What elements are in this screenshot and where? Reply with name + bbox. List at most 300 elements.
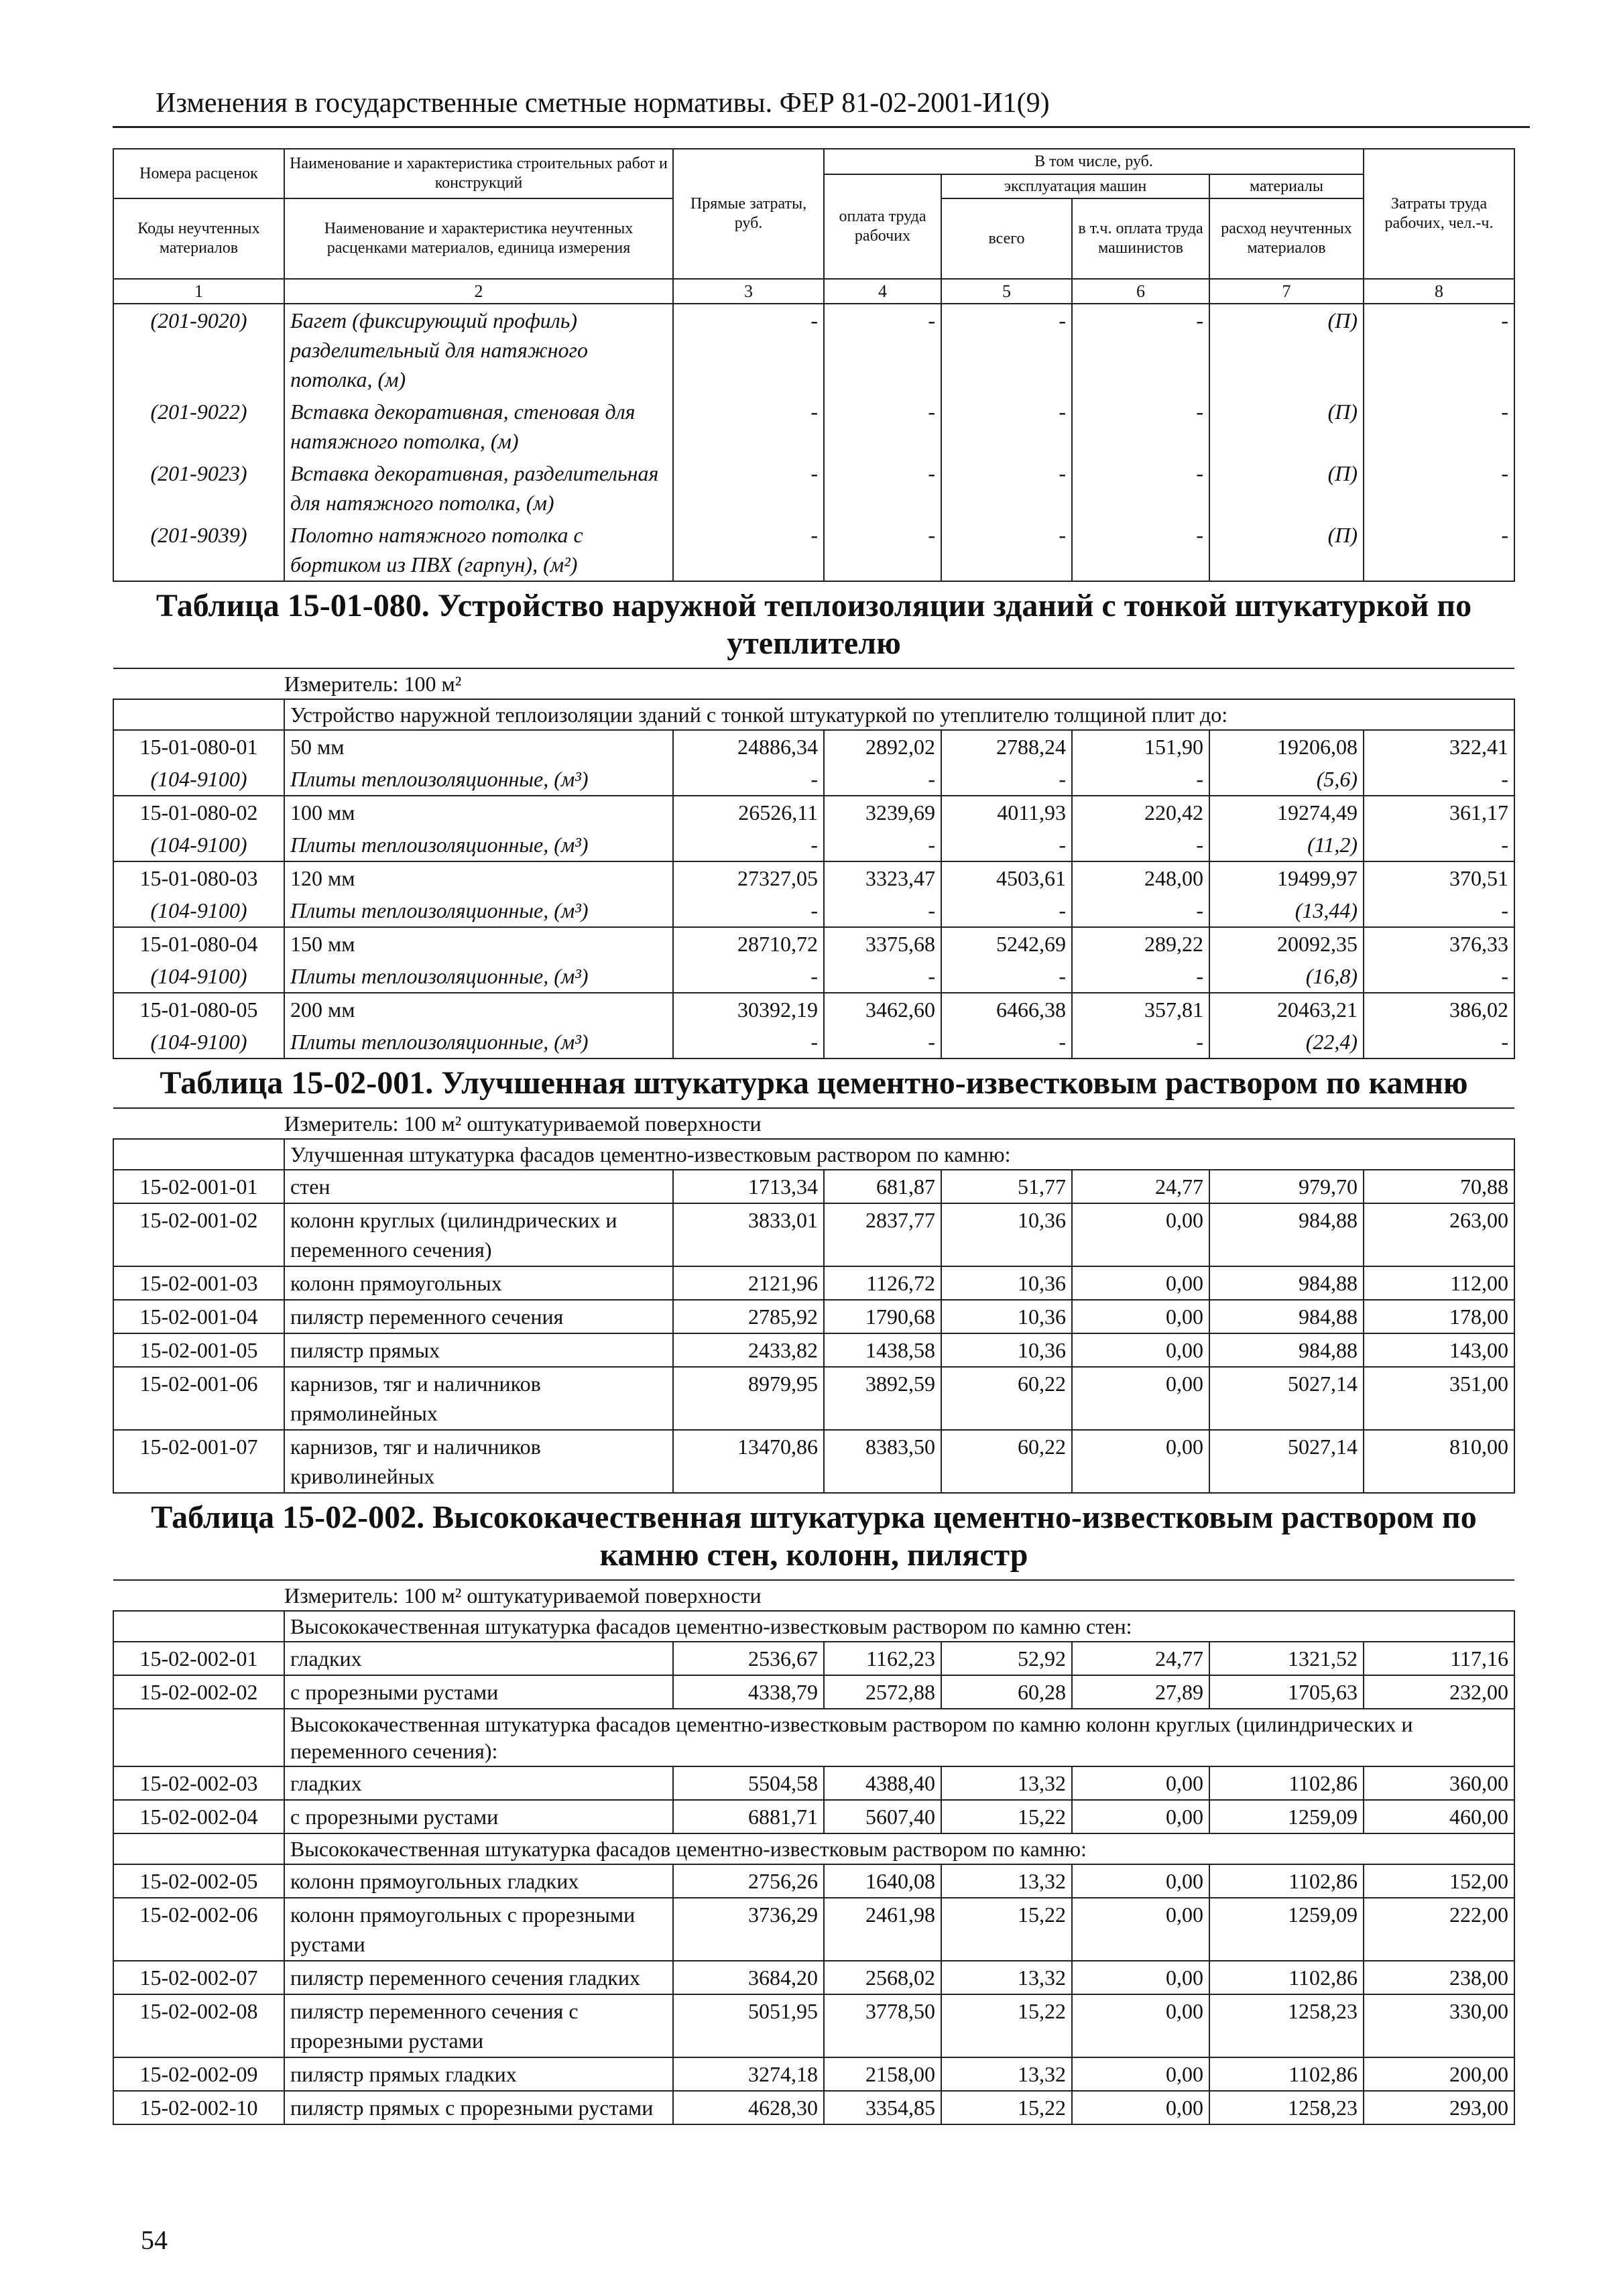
material-name: Плиты теплоизоляционные, (м³) [284, 894, 673, 927]
cell-v5: 6466,38 [941, 993, 1072, 1026]
material-consumption: (5,6) [1209, 763, 1364, 796]
measure-unit: Измеритель: 100 м² [113, 668, 1514, 699]
cell-v8: 330,00 [1364, 1994, 1514, 2057]
col-head-materials: материалы [1209, 174, 1364, 198]
table-title-row [113, 581, 1514, 668]
cell-v5: - [941, 457, 1072, 519]
cell-v6: 0,00 [1072, 2091, 1209, 2124]
col-number: 3 [673, 279, 824, 304]
col-number: 6 [1072, 279, 1209, 304]
cell-v8: 361,17 [1364, 796, 1514, 829]
cell-dash: - [941, 894, 1072, 927]
cell-v8: 351,00 [1364, 1367, 1514, 1430]
col-head-operator-pay: в т.ч. оплата труда машинистов [1072, 198, 1209, 279]
rate-row [113, 2057, 1514, 2091]
rate-name: пилястр переменного сечения [284, 1300, 673, 1333]
cell-v6: 220,42 [1072, 796, 1209, 829]
cell-v3: 13470,86 [673, 1430, 824, 1493]
cell-v7: 1258,23 [1209, 1994, 1364, 2057]
material-name: Плиты теплоизоляционные, (м³) [284, 1026, 673, 1059]
rate-code: 15-02-001-05 [113, 1333, 284, 1367]
section-spacer [113, 1709, 284, 1766]
rate-name: пилястр прямых гладких [284, 2057, 673, 2091]
rate-code: 15-02-002-09 [113, 2057, 284, 2091]
section-row [113, 1709, 1514, 1766]
material-row [113, 396, 1514, 457]
section-spacer [113, 1139, 284, 1170]
material-code: (201-9020) [113, 304, 284, 396]
cell-v7: (П) [1209, 519, 1364, 581]
cell-v7: 19274,49 [1209, 796, 1364, 829]
cell-v3: 24886,34 [673, 730, 824, 763]
cell-v8: 200,00 [1364, 2057, 1514, 2091]
col-number: 5 [941, 279, 1072, 304]
cell-v5: 4011,93 [941, 796, 1072, 829]
material-code: (201-9023) [113, 457, 284, 519]
cell-v8: 112,00 [1364, 1266, 1514, 1300]
material-row [113, 304, 1514, 396]
rate-row [113, 1898, 1514, 1961]
col-head-material-codes: Коды неучтенных материалов [113, 198, 284, 279]
cell-v8: 70,88 [1364, 1170, 1514, 1203]
section-row [113, 699, 1514, 730]
cell-v8: 360,00 [1364, 1766, 1514, 1800]
cell-v4: - [824, 457, 941, 519]
col-head-work-name: Наименование и характеристика строительных работ и конструкций [284, 149, 673, 198]
col-head-machines-total: всего [941, 198, 1072, 279]
cell-v3: 5504,58 [673, 1766, 824, 1800]
rate-code: 15-01-080-05 [113, 993, 284, 1026]
cell-v5: 10,36 [941, 1266, 1072, 1300]
cell-v7: 1321,52 [1209, 1642, 1364, 1675]
cell-dash: - [1072, 763, 1209, 796]
cell-v4: 3778,50 [824, 1994, 941, 2057]
material-row [113, 829, 1514, 861]
material-name: Багет (фиксирующий профиль) разделительный для натяжного потолка, (м) [284, 304, 673, 396]
cell-v3: 3684,20 [673, 1961, 824, 1994]
rate-row [113, 1300, 1514, 1333]
material-row [113, 457, 1514, 519]
cell-dash: - [1072, 894, 1209, 927]
cell-v3: 4338,79 [673, 1675, 824, 1709]
col-number: 4 [824, 279, 941, 304]
rate-name: 120 мм [284, 861, 673, 894]
cell-v4: 3375,68 [824, 927, 941, 960]
cell-v6: 24,77 [1072, 1170, 1209, 1203]
section-text: Высококачественная штукатурка фасадов цементно-известковым раствором по камню стен: [284, 1611, 1514, 1642]
cell-v3: 30392,19 [673, 993, 824, 1026]
cell-v3: 2433,82 [673, 1333, 824, 1367]
rate-row [113, 1333, 1514, 1367]
section-row [113, 1139, 1514, 1170]
cell-v6: 0,00 [1072, 1266, 1209, 1300]
cell-dash: - [1364, 829, 1514, 861]
cell-v8: 222,00 [1364, 1898, 1514, 1961]
rate-code: 15-02-002-07 [113, 1961, 284, 1994]
section-spacer [113, 1833, 284, 1864]
rate-row [113, 1675, 1514, 1709]
cell-dash: - [824, 763, 941, 796]
material-code: (201-9039) [113, 519, 284, 581]
cell-v8: 263,00 [1364, 1203, 1514, 1266]
cell-v3: - [673, 457, 824, 519]
cell-v3: 1713,34 [673, 1170, 824, 1203]
cell-dash: - [1072, 960, 1209, 993]
cell-dash: - [824, 1026, 941, 1059]
cell-v4: 4388,40 [824, 1766, 941, 1800]
cell-v8: 178,00 [1364, 1300, 1514, 1333]
cell-v7: 1705,63 [1209, 1675, 1364, 1709]
cell-v5: 15,22 [941, 2091, 1072, 2124]
rate-name: карнизов, тяг и наличников прямолинейных [284, 1367, 673, 1430]
cell-v3: 28710,72 [673, 927, 824, 960]
cell-v3: 2785,92 [673, 1300, 824, 1333]
cell-v8: 232,00 [1364, 1675, 1514, 1709]
cell-v8: 376,33 [1364, 927, 1514, 960]
rate-row [113, 1800, 1514, 1833]
cell-v7: 984,88 [1209, 1266, 1364, 1300]
cell-v6: 0,00 [1072, 1898, 1209, 1961]
cell-v6: 357,81 [1072, 993, 1209, 1026]
rate-row [113, 927, 1514, 960]
rate-name: 50 мм [284, 730, 673, 763]
cell-v6: - [1072, 519, 1209, 581]
cell-v8: - [1364, 519, 1514, 581]
cell-v6: 24,77 [1072, 1642, 1209, 1675]
cell-v8: 386,02 [1364, 993, 1514, 1026]
cell-v8: 293,00 [1364, 2091, 1514, 2124]
material-code: (201-9022) [113, 396, 284, 457]
cell-v6: 0,00 [1072, 1994, 1209, 2057]
col-head-labor: Затраты труда рабочих, чел.-ч. [1364, 149, 1514, 279]
cell-v8: 143,00 [1364, 1333, 1514, 1367]
cell-v3: 4628,30 [673, 2091, 824, 2124]
rate-name: колонн прямоугольных гладких [284, 1864, 673, 1898]
cell-v8: 810,00 [1364, 1430, 1514, 1493]
page-number: 54 [141, 2225, 168, 2255]
cell-dash: - [673, 894, 824, 927]
col-head-material-use: расход неучтенных материалов [1209, 198, 1364, 279]
rate-code: 15-02-001-02 [113, 1203, 284, 1266]
cell-v6: 0,00 [1072, 1203, 1209, 1266]
rate-name: стен [284, 1170, 673, 1203]
material-consumption: (22,4) [1209, 1026, 1364, 1059]
cell-dash: - [1364, 1026, 1514, 1059]
cell-v6: 248,00 [1072, 861, 1209, 894]
col-head-material-name: Наименование и характеристика неучтенных расценками материалов, единица измерения [284, 198, 673, 279]
cell-dash: - [673, 763, 824, 796]
cell-dash: - [1072, 1026, 1209, 1059]
rate-code: 15-02-002-04 [113, 1800, 284, 1833]
rate-row [113, 993, 1514, 1026]
table-body [113, 304, 1514, 2124]
cell-v4: 2158,00 [824, 2057, 941, 2091]
cell-v6: 0,00 [1072, 2057, 1209, 2091]
cell-v8: 322,41 [1364, 730, 1514, 763]
material-row [113, 519, 1514, 581]
cell-v5: 15,22 [941, 1994, 1072, 2057]
cell-v4: 1790,68 [824, 1300, 941, 1333]
material-row [113, 894, 1514, 927]
cell-v3: 3274,18 [673, 2057, 824, 2091]
document-page [113, 87, 1514, 2125]
cell-v3: - [673, 396, 824, 457]
cell-v7: 1102,86 [1209, 1864, 1364, 1898]
rate-code: 15-01-080-03 [113, 861, 284, 894]
cell-v7: (П) [1209, 396, 1364, 457]
cell-v5: 15,22 [941, 1898, 1072, 1961]
cell-v4: 2572,88 [824, 1675, 941, 1709]
rate-code: 15-02-001-04 [113, 1300, 284, 1333]
material-name: Плиты теплоизоляционные, (м³) [284, 763, 673, 796]
cell-v4: 3323,47 [824, 861, 941, 894]
rate-row [113, 1430, 1514, 1493]
section-text: Высококачественная штукатурка фасадов цементно-известковым раствором по камню колонн круглых (цилиндрических и переменного сечения): [284, 1709, 1514, 1766]
cell-v6: 0,00 [1072, 1333, 1209, 1367]
cell-dash: - [941, 829, 1072, 861]
cell-dash: - [941, 763, 1072, 796]
cell-v4: 1438,58 [824, 1333, 941, 1367]
cell-dash: - [1364, 763, 1514, 796]
material-name: Плиты теплоизоляционные, (м³) [284, 829, 673, 861]
rate-code: 15-02-002-08 [113, 1994, 284, 2057]
cell-v5: - [941, 396, 1072, 457]
rate-code: 15-01-080-04 [113, 927, 284, 960]
col-number: 1 [113, 279, 284, 304]
material-code: (104-9100) [113, 960, 284, 993]
measure-row [113, 1580, 1514, 1611]
col-head-rate-number: Номера расценок [113, 149, 284, 198]
material-code: (104-9100) [113, 1026, 284, 1059]
cell-v3: 2121,96 [673, 1266, 824, 1300]
material-row [113, 1026, 1514, 1059]
cell-v5: 4503,61 [941, 861, 1072, 894]
rate-name: гладких [284, 1766, 673, 1800]
rate-code: 15-02-002-10 [113, 2091, 284, 2124]
cell-v7: 20463,21 [1209, 993, 1364, 1026]
section-row [113, 1611, 1514, 1642]
cell-v6: 0,00 [1072, 1800, 1209, 1833]
col-head-worker-pay: оплата труда рабочих [824, 174, 941, 279]
cell-v4: 2892,02 [824, 730, 941, 763]
cell-v4: 1640,08 [824, 1864, 941, 1898]
cell-v8: 238,00 [1364, 1961, 1514, 1994]
cell-v4: 3239,69 [824, 796, 941, 829]
section-text: Улучшенная штукатурка фасадов цементно-известковым раствором по камню: [284, 1139, 1514, 1170]
rate-name: пилястр переменного сечения с прорезными рустами [284, 1994, 673, 2057]
col-number: 7 [1209, 279, 1364, 304]
cell-v7: 5027,14 [1209, 1430, 1364, 1493]
cell-v7: 1259,09 [1209, 1898, 1364, 1961]
cell-v3: 3833,01 [673, 1203, 824, 1266]
cell-v6: 0,00 [1072, 1864, 1209, 1898]
cell-v8: 117,16 [1364, 1642, 1514, 1675]
col-head-incl: В том числе, руб. [824, 149, 1364, 174]
page-header: Изменения в государственные сметные нормативы. ФЕР 81-02-2001-И1(9) [113, 87, 1530, 128]
rate-row [113, 1203, 1514, 1266]
rate-code: 15-02-001-07 [113, 1430, 284, 1493]
rate-code: 15-02-002-05 [113, 1864, 284, 1898]
cell-v4: - [824, 396, 941, 457]
cell-v4: 1162,23 [824, 1642, 941, 1675]
cell-v8: 460,00 [1364, 1800, 1514, 1833]
cell-v4: 2568,02 [824, 1961, 941, 1994]
measure-row [113, 668, 1514, 699]
rate-name: пилястр переменного сечения гладких [284, 1961, 673, 1994]
rate-row [113, 1170, 1514, 1203]
cell-dash: - [1364, 894, 1514, 927]
cell-v3: 27327,05 [673, 861, 824, 894]
cell-v7: 1258,23 [1209, 2091, 1364, 2124]
rate-row [113, 1266, 1514, 1300]
cell-v5: 60,22 [941, 1430, 1072, 1493]
cell-v6: 289,22 [1072, 927, 1209, 960]
material-name: Плиты теплоизоляционные, (м³) [284, 960, 673, 993]
cell-v7: 984,88 [1209, 1300, 1364, 1333]
col-number: 8 [1364, 279, 1514, 304]
cell-dash: - [824, 894, 941, 927]
cell-dash: - [941, 960, 1072, 993]
cell-v7: 5027,14 [1209, 1367, 1364, 1430]
rate-row [113, 861, 1514, 894]
measure-row [113, 1108, 1514, 1139]
cell-v5: 10,36 [941, 1333, 1072, 1367]
rate-code: 15-01-080-01 [113, 730, 284, 763]
rate-code: 15-02-002-03 [113, 1766, 284, 1800]
cell-v7: 979,70 [1209, 1170, 1364, 1203]
cell-v3: - [673, 304, 824, 396]
cell-v4: 3462,60 [824, 993, 941, 1026]
cell-dash: - [824, 960, 941, 993]
rate-name: колонн прямоугольных [284, 1266, 673, 1300]
cell-v7: 984,88 [1209, 1203, 1364, 1266]
cell-v5: 15,22 [941, 1800, 1072, 1833]
material-code: (104-9100) [113, 894, 284, 927]
rate-row [113, 1766, 1514, 1800]
cell-v4: - [824, 304, 941, 396]
cell-v3: - [673, 519, 824, 581]
section-spacer [113, 699, 284, 730]
rate-name: колонн прямоугольных с прорезными рустами [284, 1898, 673, 1961]
material-consumption: (11,2) [1209, 829, 1364, 861]
rate-code: 15-02-002-06 [113, 1898, 284, 1961]
col-number: 2 [284, 279, 673, 304]
cell-v5: 60,22 [941, 1367, 1072, 1430]
cell-v6: - [1072, 457, 1209, 519]
rate-code: 15-02-002-01 [113, 1642, 284, 1675]
cell-v6: - [1072, 304, 1209, 396]
rate-name: гладких [284, 1642, 673, 1675]
rate-row [113, 1367, 1514, 1430]
rate-name: 150 мм [284, 927, 673, 960]
cell-v5: 10,36 [941, 1300, 1072, 1333]
cell-v4: 5607,40 [824, 1800, 941, 1833]
cell-v5: 13,32 [941, 1864, 1072, 1898]
cell-v5: 60,28 [941, 1675, 1072, 1709]
measure-unit: Измеритель: 100 м² оштукатуриваемой поверхности [113, 1108, 1514, 1139]
cell-v7: (П) [1209, 304, 1364, 396]
rate-name: карнизов, тяг и наличников криволинейных [284, 1430, 673, 1493]
col-head-direct-costs: Прямые затраты, руб. [673, 149, 824, 279]
cell-dash: - [673, 1026, 824, 1059]
cell-v4: 3354,85 [824, 2091, 941, 2124]
cell-v8: - [1364, 304, 1514, 396]
cell-v3: 2756,26 [673, 1864, 824, 1898]
table-title: Таблица 15-02-002. Высококачественная штукатурка цементно-известковым раствором по камню стен, колонн, пилястр [113, 1493, 1514, 1580]
cell-v8: - [1364, 396, 1514, 457]
cell-dash: - [1364, 960, 1514, 993]
material-name: Полотно натяжного потолка с бортиком из ПВХ (гарпун), (м²) [284, 519, 673, 581]
cell-v7: 1102,86 [1209, 1766, 1364, 1800]
rate-code: 15-01-080-02 [113, 796, 284, 829]
cell-v3: 6881,71 [673, 1800, 824, 1833]
rate-name: пилястр прямых с прорезными рустами [284, 2091, 673, 2124]
rate-name: колонн круглых (цилиндрических и переменного сечения) [284, 1203, 673, 1266]
cell-dash: - [1072, 829, 1209, 861]
rate-code: 15-02-001-01 [113, 1170, 284, 1203]
column-numbers-row [113, 279, 1514, 304]
material-row [113, 960, 1514, 993]
cell-v6: 27,89 [1072, 1675, 1209, 1709]
material-consumption: (13,44) [1209, 894, 1364, 927]
material-consumption: (16,8) [1209, 960, 1364, 993]
cell-v5: 13,32 [941, 1766, 1072, 1800]
cell-v4: 3892,59 [824, 1367, 941, 1430]
cell-dash: - [673, 829, 824, 861]
cell-v5: 13,32 [941, 1961, 1072, 1994]
cell-v6: 0,00 [1072, 1367, 1209, 1430]
cell-v4: 2461,98 [824, 1898, 941, 1961]
cell-v4: - [824, 519, 941, 581]
cell-v6: 0,00 [1072, 1300, 1209, 1333]
cell-v6: 0,00 [1072, 1766, 1209, 1800]
section-row [113, 1833, 1514, 1864]
measure-unit: Измеритель: 100 м² оштукатуриваемой поверхности [113, 1580, 1514, 1611]
cell-v5: - [941, 304, 1072, 396]
table-title: Таблица 15-02-001. Улучшенная штукатурка цементно-известковым раствором по камню [113, 1059, 1514, 1108]
rate-row [113, 730, 1514, 763]
cell-v7: (П) [1209, 457, 1364, 519]
cell-v4: 1126,72 [824, 1266, 941, 1300]
section-text: Устройство наружной теплоизоляции зданий с тонкой штукатуркой по утеплителю толщиной плит до: [284, 699, 1514, 730]
cell-v7: 19206,08 [1209, 730, 1364, 763]
cell-v5: 5242,69 [941, 927, 1072, 960]
cell-v3: 8979,95 [673, 1367, 824, 1430]
material-code: (104-9100) [113, 829, 284, 861]
cell-v3: 2536,67 [673, 1642, 824, 1675]
material-name: Вставка декоративная, стеновая для натяжного потолка, (м) [284, 396, 673, 457]
cell-dash: - [824, 829, 941, 861]
cell-v8: 370,51 [1364, 861, 1514, 894]
rate-row [113, 796, 1514, 829]
cell-v3: 5051,95 [673, 1994, 824, 2057]
rate-row [113, 1642, 1514, 1675]
section-spacer [113, 1611, 284, 1642]
table-title: Таблица 15-01-080. Устройство наружной теплоизоляции зданий с тонкой штукатуркой по утеплителю [113, 581, 1514, 668]
rate-code: 15-02-001-06 [113, 1367, 284, 1430]
cell-v5: 52,92 [941, 1642, 1072, 1675]
cell-v4: 681,87 [824, 1170, 941, 1203]
table-title-row [113, 1059, 1514, 1108]
cell-v7: 1102,86 [1209, 2057, 1364, 2091]
rate-name: пилястр прямых [284, 1333, 673, 1367]
cell-v7: 1102,86 [1209, 1961, 1364, 1994]
material-name: Вставка декоративная, разделительная для натяжного потолка, (м) [284, 457, 673, 519]
cell-v5: 2788,24 [941, 730, 1072, 763]
rate-code: 15-02-001-03 [113, 1266, 284, 1300]
rate-row [113, 2091, 1514, 2124]
cell-v7: 1259,09 [1209, 1800, 1364, 1833]
